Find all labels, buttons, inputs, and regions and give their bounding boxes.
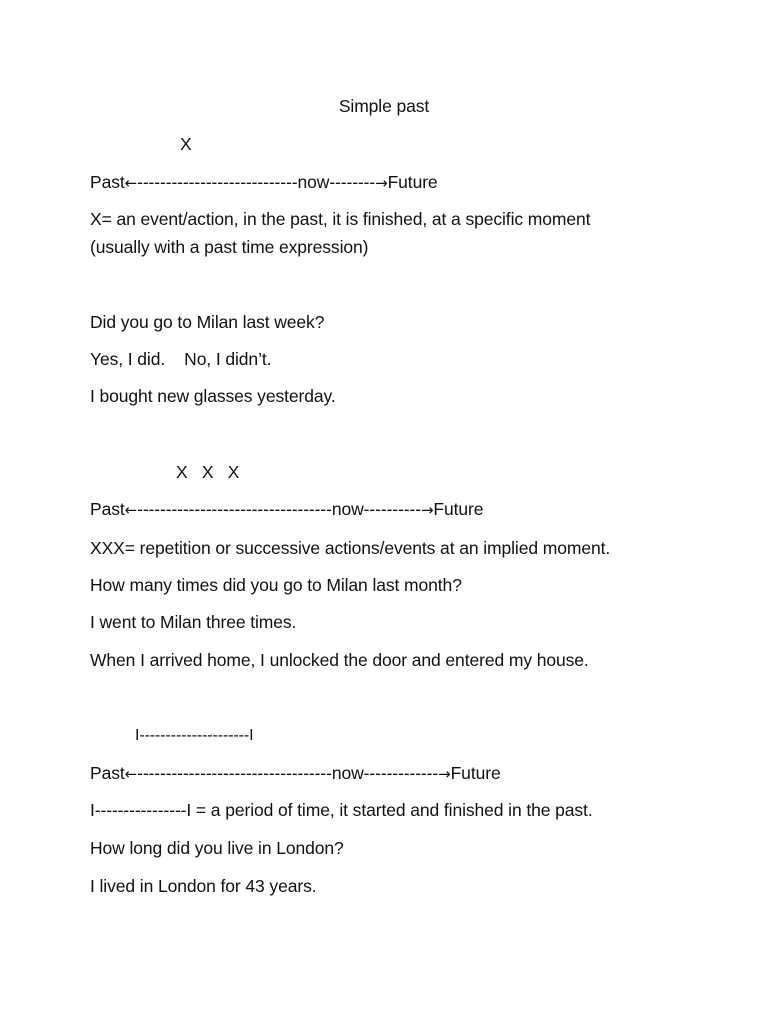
example-sentence: Yes, I did. No, I didn’t.	[90, 349, 272, 369]
example-sentence: How many times did you go to Milan last month?	[90, 575, 462, 595]
timeline-period	[90, 762, 501, 785]
timeline-single	[90, 171, 438, 194]
left-arrow-icon: ←	[124, 501, 138, 519]
example-sentence: When I arrived home, I unlocked the door and entered my house.	[90, 650, 589, 670]
example-sentence: I bought new glasses yesterday.	[90, 386, 336, 406]
timeline-now-label: now	[331, 763, 364, 783]
timeline-dashes: -------------	[363, 763, 439, 783]
right-arrow-icon: →	[420, 501, 434, 519]
example-sentence: Did you go to Milan last week?	[90, 312, 325, 332]
definition-text: XXX= repetition or successive actions/events at an implied moment.	[90, 538, 611, 558]
timeline-future-label: Future	[450, 763, 501, 783]
timeline-past-label: Past	[90, 499, 125, 519]
timeline-marker-single: X	[180, 134, 192, 154]
timeline-future-label: Future	[433, 499, 484, 519]
timeline-future-label: Future	[387, 172, 438, 192]
timeline-now-label: now	[297, 172, 330, 192]
left-arrow-icon: ←	[124, 174, 138, 192]
right-arrow-icon: →	[375, 174, 388, 192]
definition-text: X= an event/action, in the past, it is finished, at a specific moment	[90, 209, 591, 229]
example-sentence: I went to Milan three times.	[90, 612, 297, 632]
example-sentence: I lived in London for 43 years.	[90, 876, 317, 896]
definition-text: (usually with a past time expression)	[90, 237, 369, 257]
timeline-past-label: Past	[90, 172, 125, 192]
timeline-dashes: ----------------------------------	[137, 763, 332, 783]
definition-text: I----------------I = a period of time, it started and finished in the past.	[90, 800, 593, 820]
timeline-dashes: ----------------------------------	[137, 499, 332, 519]
timeline-dashes: ----------------------------	[137, 172, 298, 192]
timeline-dashes: ----------	[363, 499, 421, 519]
right-arrow-icon: →	[438, 765, 451, 783]
timeline-dashes: --------	[329, 172, 376, 192]
example-sentence: How long did you live in London?	[90, 838, 344, 858]
timeline-past-label: Past	[90, 763, 125, 783]
timeline-repeated	[90, 498, 483, 521]
timeline-now-label: now	[331, 499, 364, 519]
left-arrow-icon: ←	[124, 765, 138, 783]
page-title: Simple past	[338, 96, 430, 116]
timeline-marker-period: I---------------------I	[135, 727, 254, 744]
timeline-marker-repeated: X X X	[176, 462, 240, 482]
